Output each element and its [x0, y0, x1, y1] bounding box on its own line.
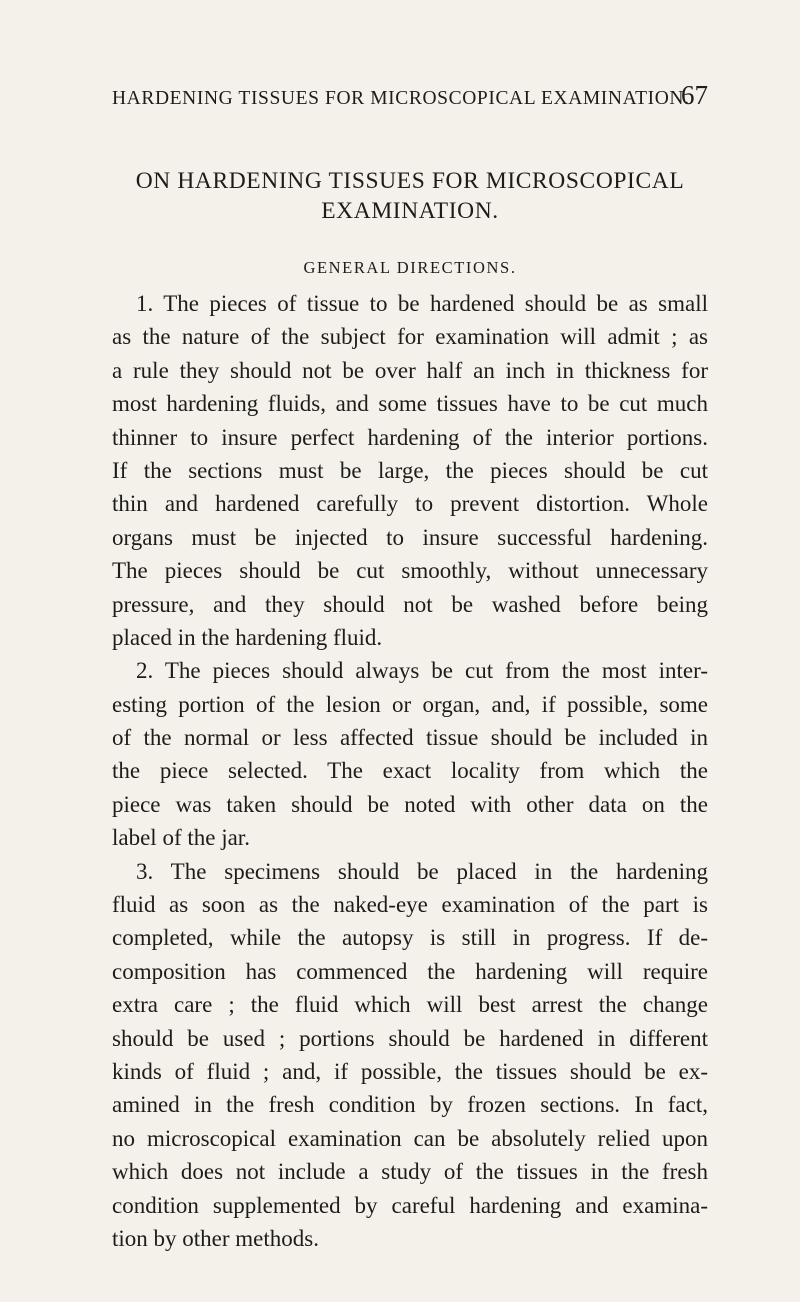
text-line: 3. The specimens should be placed in the hardening: [136, 858, 708, 884]
text-line: thin and hardened carefully to prevent distortion. Whole: [112, 491, 708, 517]
text-line: label of the jar.: [112, 825, 250, 851]
text-line: a rule they should not be over half an inch in thickness for: [112, 357, 708, 383]
chapter-title-line: EXAMINATION.: [321, 198, 499, 224]
text-line: esting portion of the lesion or organ, and, if possible, some: [112, 691, 708, 717]
text-line: extra care ; the fluid which will best arrest the change: [112, 992, 708, 1018]
page-number: 67: [681, 80, 708, 110]
text-line: organs must be injected to insure successful hardening.: [112, 524, 708, 550]
text-line: 2. The pieces should always be cut from the most inter-: [136, 658, 708, 684]
running-title: HARDENING TISSUES FOR MICROSCOPICAL EXAMINATION.: [112, 88, 690, 109]
text-line: amined in the fresh condition by frozen sections. In fact,: [112, 1092, 708, 1118]
text-line: completed, while the autopsy is still in progress. If de-: [112, 925, 708, 951]
text-line: piece was taken should be noted with other data on the: [112, 791, 708, 817]
text-line: the piece selected. The exact locality from which the: [112, 758, 708, 784]
text-line: pressure, and they should not be washed before being: [112, 591, 708, 617]
text-line: which does not include a study of the tissues in the fresh: [112, 1159, 708, 1185]
text-line: kinds of fluid ; and, if possible, the tissues should be ex-: [112, 1058, 708, 1084]
body-text: [112, 287, 708, 1255]
text-line: should be used ; portions should be hardened in different: [112, 1025, 708, 1051]
text-line: no microscopical examination can be absolutely relied upon: [112, 1125, 708, 1151]
chapter-title-line: ON HARDENING TISSUES FOR MICROSCOPICAL: [135, 168, 685, 194]
text-line: most hardening fluids, and some tissues have to be cut much: [112, 391, 708, 417]
text-line: as the nature of the subject for examination will admit ; as: [112, 324, 708, 350]
text-line: The pieces should be cut smoothly, without unnecessary: [112, 558, 708, 584]
text-line: placed in the hardening fluid.: [112, 624, 383, 650]
text-line: composition has commenced the hardening will require: [112, 958, 708, 984]
running-header: [112, 80, 708, 116]
text-line: fluid as soon as the naked-eye examination of the part is: [112, 892, 708, 918]
chapter-title: [112, 166, 708, 226]
text-line: condition supplemented by careful hardening and examina-: [112, 1192, 708, 1218]
text-line: tion by other methods.: [112, 1225, 319, 1251]
section-heading: GENERAL DIRECTIONS.: [303, 258, 517, 277]
text-line: If the sections must be large, the pieces should be cut: [112, 457, 708, 483]
text-line: 1. The pieces of tissue to be hardened should be as small: [136, 291, 708, 316]
text-line: of the normal or less affected tissue should be included in: [112, 725, 708, 751]
text-line: thinner to insure perfect hardening of the interior portions.: [112, 424, 708, 450]
